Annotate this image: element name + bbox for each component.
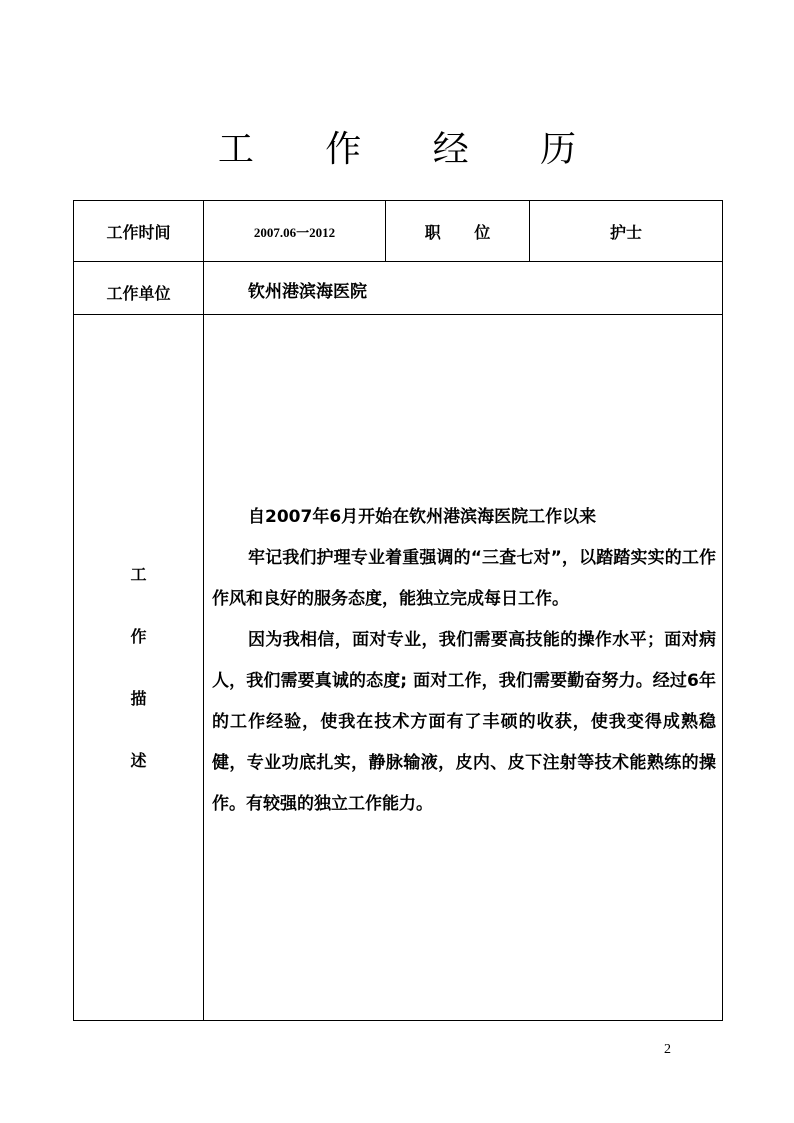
description-label-char: 述 [130, 751, 147, 770]
work-time-value: 2007.06一2012 [204, 201, 386, 262]
position-value: 护士 [530, 201, 723, 262]
page-number: 2 [664, 1042, 671, 1057]
description-label-char: 作 [130, 627, 147, 646]
work-experience-table [73, 200, 723, 1021]
description-row [74, 315, 723, 1021]
work-time-row [74, 201, 723, 262]
description-paragraph: 牢记我们护理专业着重强调的“三查七对”，以踏踏实实的工作作风和良好的服务态度，能独立完成每日工作。 [212, 548, 716, 609]
description-label-char: 描 [130, 689, 147, 708]
work-unit-row [74, 262, 723, 315]
position-label: 职 位 [386, 201, 530, 262]
description-label-char: 工 [130, 565, 147, 584]
description-paragraph: 自2007年6月开始在钦州港滨海医院工作以来 [248, 507, 597, 527]
description-label [74, 315, 204, 1021]
page-title: 工 作 经 历 [217, 129, 607, 170]
work-unit-label: 工作单位 [74, 262, 204, 315]
work-unit-value: 钦州港滨海医院 [204, 262, 723, 315]
work-time-label: 工作时间 [74, 201, 204, 262]
description-paragraph: 因为我相信，面对专业，我们需要高技能的操作水平；面对病人，我们需要真诚的态度; 面对工作，我们需要勤奋努力。经过6年的工作经验，使我在技术方面有了丰硕的收获，使我变得成熟稳健，专业功底扎实，静脉输液，皮内、皮下注射等技术能熟练的操作。有较强的独立工作能力。 [212, 630, 716, 814]
description-content [204, 315, 723, 1021]
